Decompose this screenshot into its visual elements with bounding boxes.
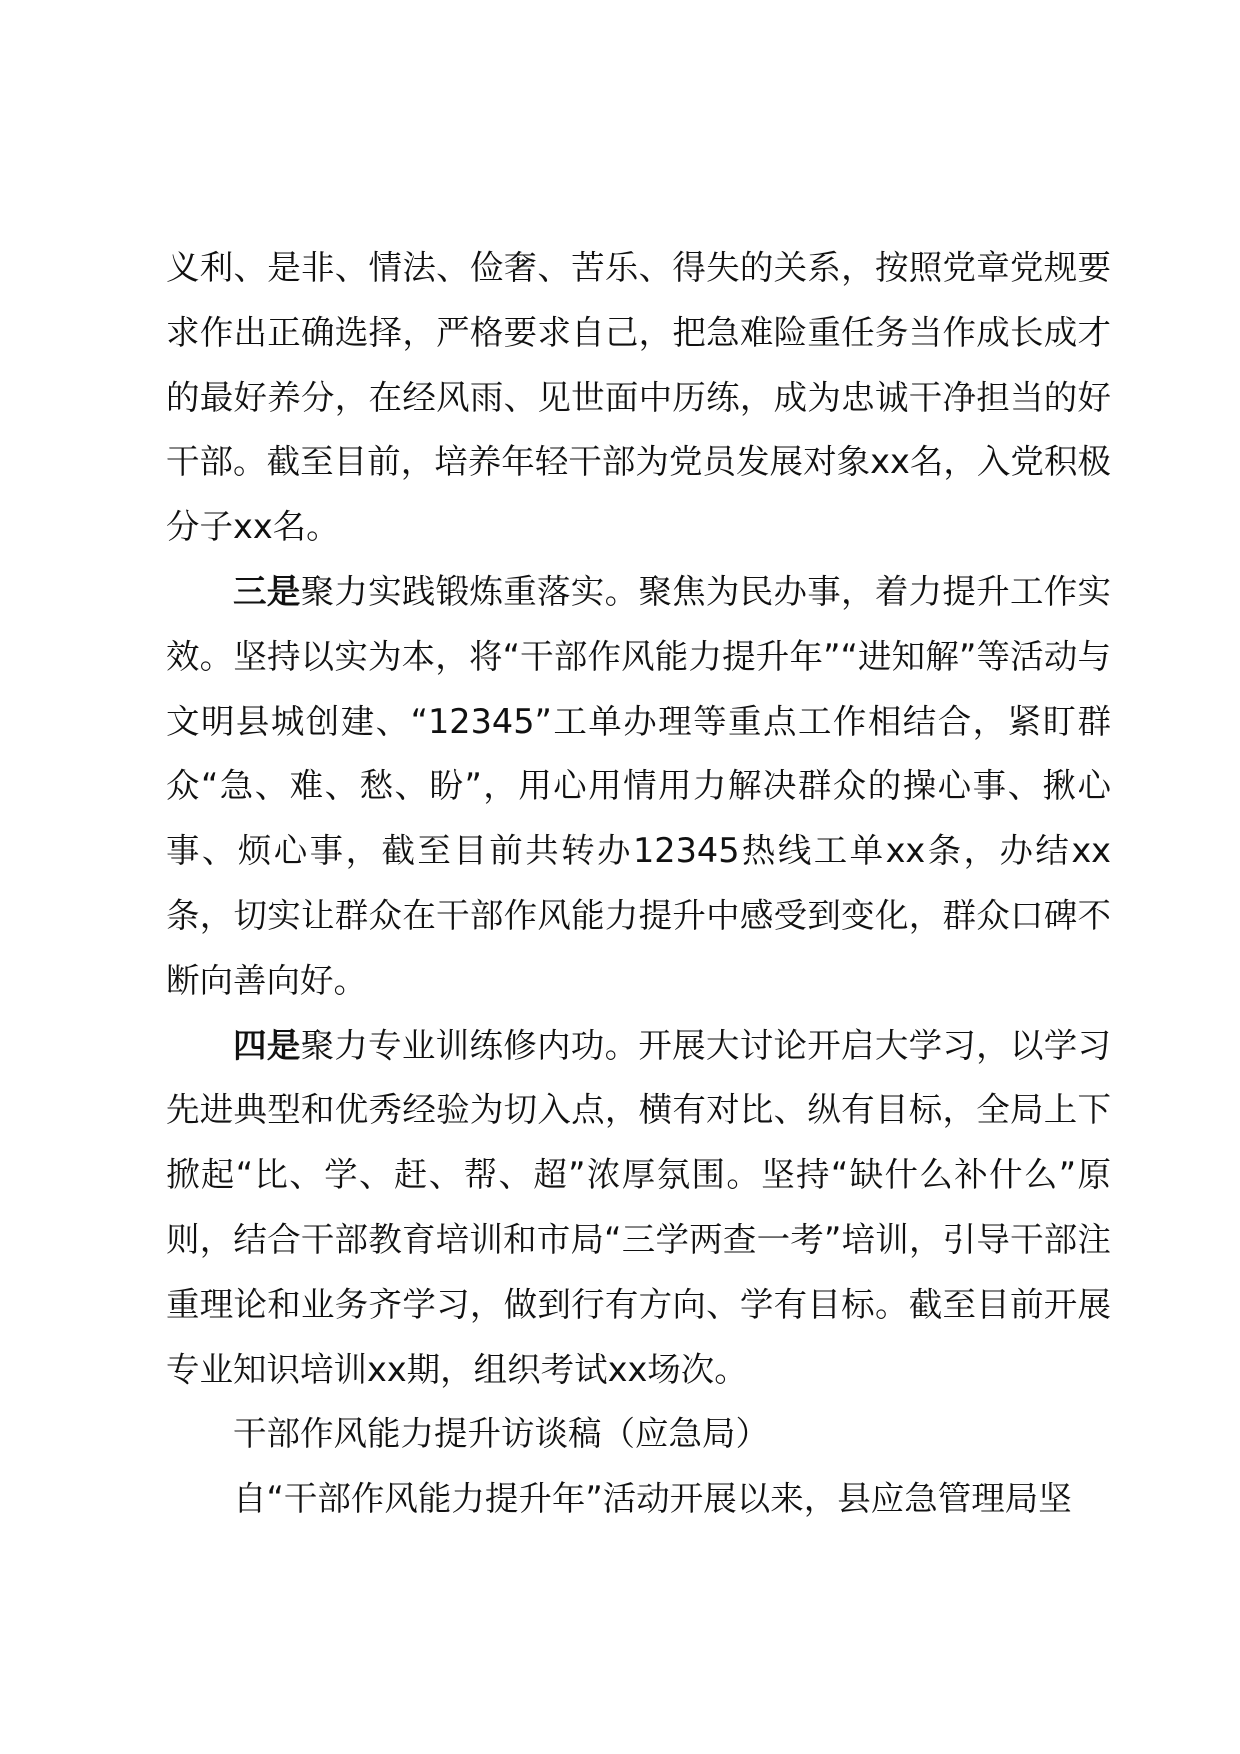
paragraph-text: 义利、是非、情法、俭奢、苦乐、得失的关系，按照党章党规要求作出正确选择，严格要求自己，把急难险重任务当作成长成才的最好养分，在经风雨、见世面中历练，成为忠诚干净担当的好干部。截至目前，培养年轻干部为党员发展对象xx名，入党积极分子xx名。 bbox=[166, 248, 1111, 547]
paragraph-continuation bbox=[166, 236, 1111, 560]
paragraph-text: 聚力实践锻炼重落实。聚焦为民办事，着力提升工作实效。坚持以实为本，将“干部作风能力提升年”“进知解”等活动与文明县城创建、“12345”工单办理等重点工作相结合，紧盯群众“急、难、愁、盼”，用心用情用力解决群众的操心事、揪心事、烦心事，截至目前共转办12345热线工单xx条，办结xx条，切实让群众在干部作风能力提升中感受到变化，群众口碑不断向善向好。 bbox=[166, 571, 1112, 1000]
paragraph-text: 聚力专业训练修内功。开展大讨论开启大学习，以学习先进典型和优秀经验为切入点，横有对比、纵有目标，全局上下掀起“比、学、赶、帮、超”浓厚氛围。坚持“缺什么补什么”原则，结合干部教育培训和市局“三学两查一考”培训，引导干部注重理论和业务齐学习，做到行有方向、学有目标。截至目前开展专业知识培训xx期，组织考试xx场次。 bbox=[166, 1025, 1112, 1389]
article-title bbox=[166, 1402, 1111, 1467]
paragraph-text: 自“干部作风能力提升年”活动开展以来，县应急管理局坚 bbox=[233, 1479, 1072, 1519]
document-body bbox=[166, 236, 1111, 1532]
title-text: 干部作风能力提升访谈稿（应急局） bbox=[233, 1414, 769, 1454]
section-lead: 三是 bbox=[233, 571, 301, 611]
paragraph-section-three bbox=[166, 560, 1111, 1014]
paragraph-intro bbox=[166, 1467, 1111, 1532]
paragraph-section-four bbox=[166, 1014, 1111, 1403]
section-lead: 四是 bbox=[233, 1025, 301, 1065]
